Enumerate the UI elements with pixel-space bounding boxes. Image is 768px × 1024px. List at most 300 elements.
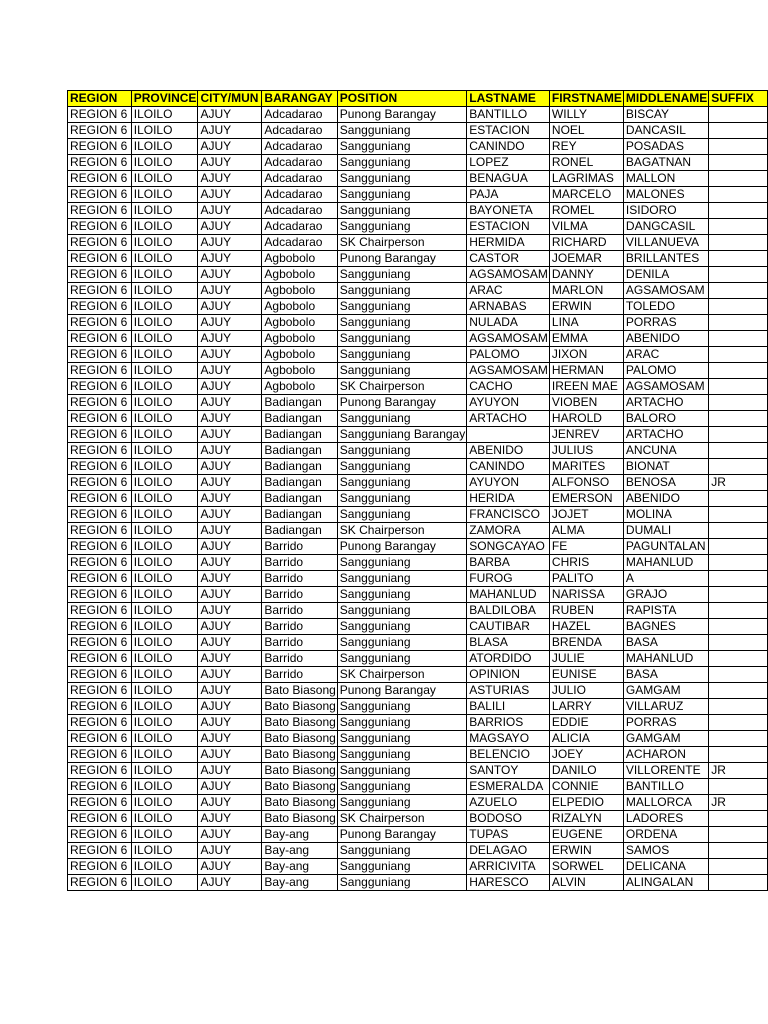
cell-lastname[interactable] (467, 251, 550, 267)
cell-city-mun[interactable] (198, 123, 262, 139)
cell-middlename[interactable] (623, 827, 708, 843)
cell-lastname[interactable] (467, 779, 550, 795)
cell-position[interactable] (337, 427, 466, 443)
cell-province[interactable] (131, 715, 198, 731)
cell-suffix[interactable] (709, 539, 768, 555)
cell-province[interactable] (131, 251, 198, 267)
cell-position[interactable] (337, 459, 466, 475)
cell-suffix[interactable] (709, 155, 768, 171)
cell-middlename[interactable] (623, 523, 708, 539)
cell-middlename[interactable] (623, 155, 708, 171)
cell-middlename[interactable] (623, 443, 708, 459)
cell-position[interactable] (337, 443, 466, 459)
cell-suffix[interactable] (709, 427, 768, 443)
cell-firstname[interactable] (549, 171, 623, 187)
cell-position[interactable] (337, 235, 466, 251)
cell-province[interactable] (131, 331, 198, 347)
cell-province[interactable] (131, 459, 198, 475)
cell-position[interactable] (337, 139, 466, 155)
cell-suffix[interactable] (709, 715, 768, 731)
cell-barangay[interactable] (262, 459, 337, 475)
cell-province[interactable] (131, 603, 198, 619)
cell-middlename[interactable] (623, 475, 708, 491)
cell-barangay[interactable] (262, 635, 337, 651)
cell-province[interactable] (131, 395, 198, 411)
cell-middlename[interactable] (623, 859, 708, 875)
cell-province[interactable] (131, 299, 198, 315)
cell-suffix[interactable] (709, 523, 768, 539)
cell-region[interactable] (68, 379, 132, 395)
cell-province[interactable] (131, 187, 198, 203)
cell-suffix[interactable] (709, 603, 768, 619)
cell-position[interactable] (337, 315, 466, 331)
cell-province[interactable] (131, 731, 198, 747)
cell-lastname[interactable] (467, 763, 550, 779)
cell-firstname[interactable] (549, 475, 623, 491)
cell-lastname[interactable] (467, 123, 550, 139)
cell-suffix[interactable] (709, 827, 768, 843)
cell-firstname[interactable] (549, 763, 623, 779)
cell-city-mun[interactable] (198, 587, 262, 603)
cell-region[interactable] (68, 619, 132, 635)
cell-firstname[interactable] (549, 443, 623, 459)
cell-province[interactable] (131, 571, 198, 587)
cell-position[interactable] (337, 171, 466, 187)
cell-position[interactable] (337, 875, 466, 891)
cell-province[interactable] (131, 139, 198, 155)
cell-firstname[interactable] (549, 843, 623, 859)
header-cell-region[interactable]: REGION (68, 91, 132, 107)
cell-barangay[interactable] (262, 587, 337, 603)
cell-region[interactable] (68, 779, 132, 795)
cell-barangay[interactable] (262, 571, 337, 587)
cell-barangay[interactable] (262, 667, 337, 683)
cell-middlename[interactable] (623, 651, 708, 667)
cell-position[interactable] (337, 123, 466, 139)
cell-barangay[interactable] (262, 603, 337, 619)
cell-province[interactable] (131, 123, 198, 139)
cell-region[interactable] (68, 875, 132, 891)
cell-city-mun[interactable] (198, 379, 262, 395)
cell-middlename[interactable] (623, 251, 708, 267)
cell-suffix[interactable] (709, 251, 768, 267)
cell-city-mun[interactable] (198, 395, 262, 411)
cell-middlename[interactable] (623, 507, 708, 523)
cell-region[interactable] (68, 299, 132, 315)
cell-middlename[interactable] (623, 459, 708, 475)
cell-province[interactable] (131, 763, 198, 779)
cell-region[interactable] (68, 635, 132, 651)
cell-region[interactable] (68, 747, 132, 763)
cell-position[interactable] (337, 475, 466, 491)
cell-city-mun[interactable] (198, 555, 262, 571)
cell-suffix[interactable] (709, 315, 768, 331)
cell-middlename[interactable] (623, 731, 708, 747)
cell-region[interactable] (68, 667, 132, 683)
cell-position[interactable] (337, 843, 466, 859)
cell-city-mun[interactable] (198, 875, 262, 891)
cell-lastname[interactable] (467, 747, 550, 763)
cell-suffix[interactable] (709, 491, 768, 507)
cell-suffix[interactable] (709, 347, 768, 363)
cell-region[interactable] (68, 475, 132, 491)
cell-middlename[interactable] (623, 699, 708, 715)
cell-province[interactable] (131, 779, 198, 795)
cell-firstname[interactable] (549, 363, 623, 379)
cell-suffix[interactable] (709, 379, 768, 395)
cell-city-mun[interactable] (198, 603, 262, 619)
cell-barangay[interactable] (262, 363, 337, 379)
cell-city-mun[interactable] (198, 171, 262, 187)
cell-region[interactable] (68, 427, 132, 443)
cell-firstname[interactable] (549, 283, 623, 299)
cell-barangay[interactable] (262, 875, 337, 891)
cell-province[interactable] (131, 443, 198, 459)
cell-region[interactable] (68, 171, 132, 187)
cell-region[interactable] (68, 411, 132, 427)
cell-middlename[interactable] (623, 283, 708, 299)
cell-lastname[interactable] (467, 363, 550, 379)
cell-region[interactable] (68, 651, 132, 667)
cell-province[interactable] (131, 155, 198, 171)
cell-firstname[interactable] (549, 235, 623, 251)
cell-region[interactable] (68, 843, 132, 859)
cell-firstname[interactable] (549, 795, 623, 811)
cell-city-mun[interactable] (198, 411, 262, 427)
cell-middlename[interactable] (623, 395, 708, 411)
cell-barangay[interactable] (262, 555, 337, 571)
cell-city-mun[interactable] (198, 427, 262, 443)
cell-firstname[interactable] (549, 747, 623, 763)
cell-suffix[interactable] (709, 667, 768, 683)
cell-city-mun[interactable] (198, 795, 262, 811)
cell-position[interactable] (337, 219, 466, 235)
cell-lastname[interactable] (467, 811, 550, 827)
cell-lastname[interactable] (467, 443, 550, 459)
cell-position[interactable] (337, 619, 466, 635)
cell-region[interactable] (68, 251, 132, 267)
cell-barangay[interactable] (262, 315, 337, 331)
cell-city-mun[interactable] (198, 699, 262, 715)
cell-firstname[interactable] (549, 651, 623, 667)
cell-firstname[interactable] (549, 539, 623, 555)
cell-lastname[interactable] (467, 331, 550, 347)
cell-position[interactable] (337, 731, 466, 747)
cell-province[interactable] (131, 219, 198, 235)
cell-region[interactable] (68, 235, 132, 251)
cell-position[interactable] (337, 779, 466, 795)
cell-city-mun[interactable] (198, 811, 262, 827)
cell-suffix[interactable] (709, 283, 768, 299)
cell-city-mun[interactable] (198, 443, 262, 459)
cell-region[interactable] (68, 491, 132, 507)
cell-middlename[interactable] (623, 571, 708, 587)
cell-position[interactable] (337, 683, 466, 699)
cell-province[interactable] (131, 363, 198, 379)
header-cell-firstname[interactable]: FIRSTNAME (549, 91, 623, 107)
cell-lastname[interactable] (467, 555, 550, 571)
cell-region[interactable] (68, 187, 132, 203)
cell-suffix[interactable] (709, 555, 768, 571)
cell-city-mun[interactable] (198, 779, 262, 795)
cell-lastname[interactable] (467, 571, 550, 587)
cell-middlename[interactable] (623, 683, 708, 699)
cell-middlename[interactable] (623, 811, 708, 827)
cell-barangay[interactable] (262, 827, 337, 843)
cell-firstname[interactable] (549, 667, 623, 683)
cell-position[interactable] (337, 667, 466, 683)
cell-lastname[interactable] (467, 283, 550, 299)
cell-suffix[interactable] (709, 107, 768, 123)
cell-city-mun[interactable] (198, 507, 262, 523)
cell-position[interactable] (337, 507, 466, 523)
cell-lastname[interactable] (467, 315, 550, 331)
cell-firstname[interactable] (549, 203, 623, 219)
cell-middlename[interactable] (623, 587, 708, 603)
cell-city-mun[interactable] (198, 283, 262, 299)
cell-region[interactable] (68, 459, 132, 475)
cell-position[interactable] (337, 539, 466, 555)
cell-lastname[interactable] (467, 731, 550, 747)
cell-middlename[interactable] (623, 747, 708, 763)
header-cell-city-mun[interactable]: CITY/MUN (198, 91, 262, 107)
cell-suffix[interactable] (709, 587, 768, 603)
cell-lastname[interactable] (467, 699, 550, 715)
cell-middlename[interactable] (623, 347, 708, 363)
cell-lastname[interactable] (467, 203, 550, 219)
cell-position[interactable] (337, 491, 466, 507)
cell-barangay[interactable] (262, 699, 337, 715)
cell-province[interactable] (131, 107, 198, 123)
cell-middlename[interactable] (623, 235, 708, 251)
cell-barangay[interactable] (262, 779, 337, 795)
cell-middlename[interactable] (623, 379, 708, 395)
cell-position[interactable] (337, 299, 466, 315)
cell-suffix[interactable] (709, 299, 768, 315)
cell-province[interactable] (131, 507, 198, 523)
cell-firstname[interactable] (549, 267, 623, 283)
cell-lastname[interactable] (467, 875, 550, 891)
cell-middlename[interactable] (623, 139, 708, 155)
cell-firstname[interactable] (549, 219, 623, 235)
cell-position[interactable] (337, 523, 466, 539)
cell-region[interactable] (68, 683, 132, 699)
cell-suffix[interactable] (709, 875, 768, 891)
cell-barangay[interactable] (262, 123, 337, 139)
cell-city-mun[interactable] (198, 235, 262, 251)
cell-province[interactable] (131, 859, 198, 875)
cell-lastname[interactable] (467, 187, 550, 203)
cell-firstname[interactable] (549, 139, 623, 155)
cell-position[interactable] (337, 187, 466, 203)
cell-firstname[interactable] (549, 155, 623, 171)
cell-lastname[interactable] (467, 459, 550, 475)
cell-suffix[interactable] (709, 731, 768, 747)
cell-barangay[interactable] (262, 187, 337, 203)
cell-lastname[interactable] (467, 795, 550, 811)
cell-middlename[interactable] (623, 107, 708, 123)
cell-barangay[interactable] (262, 395, 337, 411)
cell-firstname[interactable] (549, 715, 623, 731)
cell-province[interactable] (131, 491, 198, 507)
cell-region[interactable] (68, 763, 132, 779)
cell-province[interactable] (131, 827, 198, 843)
cell-suffix[interactable] (709, 331, 768, 347)
cell-city-mun[interactable] (198, 667, 262, 683)
header-cell-barangay[interactable]: BARANGAY (262, 91, 337, 107)
cell-lastname[interactable] (467, 219, 550, 235)
cell-lastname[interactable] (467, 107, 550, 123)
cell-barangay[interactable] (262, 171, 337, 187)
cell-position[interactable] (337, 635, 466, 651)
cell-position[interactable] (337, 363, 466, 379)
cell-city-mun[interactable] (198, 491, 262, 507)
cell-region[interactable] (68, 443, 132, 459)
cell-region[interactable] (68, 315, 132, 331)
cell-lastname[interactable] (467, 619, 550, 635)
cell-city-mun[interactable] (198, 843, 262, 859)
cell-barangay[interactable] (262, 411, 337, 427)
header-cell-suffix[interactable]: SUFFIX (709, 91, 768, 107)
cell-barangay[interactable] (262, 235, 337, 251)
cell-lastname[interactable] (467, 683, 550, 699)
cell-firstname[interactable] (549, 427, 623, 443)
cell-firstname[interactable] (549, 347, 623, 363)
cell-barangay[interactable] (262, 683, 337, 699)
cell-lastname[interactable] (467, 411, 550, 427)
cell-province[interactable] (131, 843, 198, 859)
cell-city-mun[interactable] (198, 187, 262, 203)
cell-region[interactable] (68, 731, 132, 747)
cell-region[interactable] (68, 587, 132, 603)
cell-suffix[interactable] (709, 571, 768, 587)
cell-firstname[interactable] (549, 603, 623, 619)
cell-barangay[interactable] (262, 251, 337, 267)
cell-region[interactable] (68, 203, 132, 219)
cell-barangay[interactable] (262, 539, 337, 555)
cell-position[interactable] (337, 107, 466, 123)
cell-position[interactable] (337, 571, 466, 587)
cell-suffix[interactable] (709, 219, 768, 235)
cell-suffix[interactable] (709, 475, 768, 491)
cell-region[interactable] (68, 539, 132, 555)
cell-city-mun[interactable] (198, 267, 262, 283)
cell-middlename[interactable] (623, 187, 708, 203)
cell-firstname[interactable] (549, 859, 623, 875)
cell-city-mun[interactable] (198, 539, 262, 555)
cell-lastname[interactable] (467, 523, 550, 539)
cell-suffix[interactable] (709, 203, 768, 219)
cell-suffix[interactable] (709, 443, 768, 459)
cell-province[interactable] (131, 651, 198, 667)
cell-suffix[interactable] (709, 651, 768, 667)
cell-suffix[interactable] (709, 395, 768, 411)
cell-middlename[interactable] (623, 603, 708, 619)
cell-region[interactable] (68, 107, 132, 123)
cell-province[interactable] (131, 587, 198, 603)
cell-firstname[interactable] (549, 187, 623, 203)
cell-firstname[interactable] (549, 875, 623, 891)
cell-firstname[interactable] (549, 523, 623, 539)
cell-middlename[interactable] (623, 331, 708, 347)
cell-province[interactable] (131, 619, 198, 635)
cell-position[interactable] (337, 251, 466, 267)
cell-region[interactable] (68, 283, 132, 299)
cell-province[interactable] (131, 315, 198, 331)
cell-middlename[interactable] (623, 299, 708, 315)
cell-firstname[interactable] (549, 699, 623, 715)
cell-city-mun[interactable] (198, 651, 262, 667)
cell-barangay[interactable] (262, 619, 337, 635)
cell-middlename[interactable] (623, 779, 708, 795)
cell-lastname[interactable] (467, 651, 550, 667)
cell-city-mun[interactable] (198, 315, 262, 331)
cell-firstname[interactable] (549, 411, 623, 427)
cell-lastname[interactable] (467, 235, 550, 251)
cell-barangay[interactable] (262, 715, 337, 731)
cell-lastname[interactable] (467, 139, 550, 155)
cell-suffix[interactable] (709, 699, 768, 715)
cell-city-mun[interactable] (198, 715, 262, 731)
cell-firstname[interactable] (549, 555, 623, 571)
cell-suffix[interactable] (709, 267, 768, 283)
cell-suffix[interactable] (709, 363, 768, 379)
cell-barangay[interactable] (262, 155, 337, 171)
cell-city-mun[interactable] (198, 683, 262, 699)
cell-city-mun[interactable] (198, 363, 262, 379)
cell-lastname[interactable] (467, 267, 550, 283)
cell-position[interactable] (337, 603, 466, 619)
cell-middlename[interactable] (623, 795, 708, 811)
cell-suffix[interactable] (709, 795, 768, 811)
cell-middlename[interactable] (623, 619, 708, 635)
cell-barangay[interactable] (262, 203, 337, 219)
cell-barangay[interactable] (262, 267, 337, 283)
cell-suffix[interactable] (709, 187, 768, 203)
cell-region[interactable] (68, 123, 132, 139)
cell-position[interactable] (337, 859, 466, 875)
cell-barangay[interactable] (262, 219, 337, 235)
cell-region[interactable] (68, 827, 132, 843)
cell-barangay[interactable] (262, 763, 337, 779)
cell-barangay[interactable] (262, 731, 337, 747)
cell-lastname[interactable] (467, 379, 550, 395)
cell-suffix[interactable] (709, 619, 768, 635)
cell-firstname[interactable] (549, 251, 623, 267)
cell-firstname[interactable] (549, 683, 623, 699)
cell-barangay[interactable] (262, 747, 337, 763)
cell-middlename[interactable] (623, 715, 708, 731)
cell-suffix[interactable] (709, 507, 768, 523)
cell-province[interactable] (131, 747, 198, 763)
cell-suffix[interactable] (709, 779, 768, 795)
cell-middlename[interactable] (623, 539, 708, 555)
cell-barangay[interactable] (262, 331, 337, 347)
cell-firstname[interactable] (549, 315, 623, 331)
cell-firstname[interactable] (549, 379, 623, 395)
cell-region[interactable] (68, 811, 132, 827)
cell-lastname[interactable] (467, 395, 550, 411)
cell-barangay[interactable] (262, 843, 337, 859)
cell-lastname[interactable] (467, 475, 550, 491)
cell-lastname[interactable] (467, 667, 550, 683)
cell-position[interactable] (337, 811, 466, 827)
cell-position[interactable] (337, 203, 466, 219)
cell-middlename[interactable] (623, 875, 708, 891)
cell-lastname[interactable] (467, 155, 550, 171)
cell-province[interactable] (131, 347, 198, 363)
cell-city-mun[interactable] (198, 731, 262, 747)
